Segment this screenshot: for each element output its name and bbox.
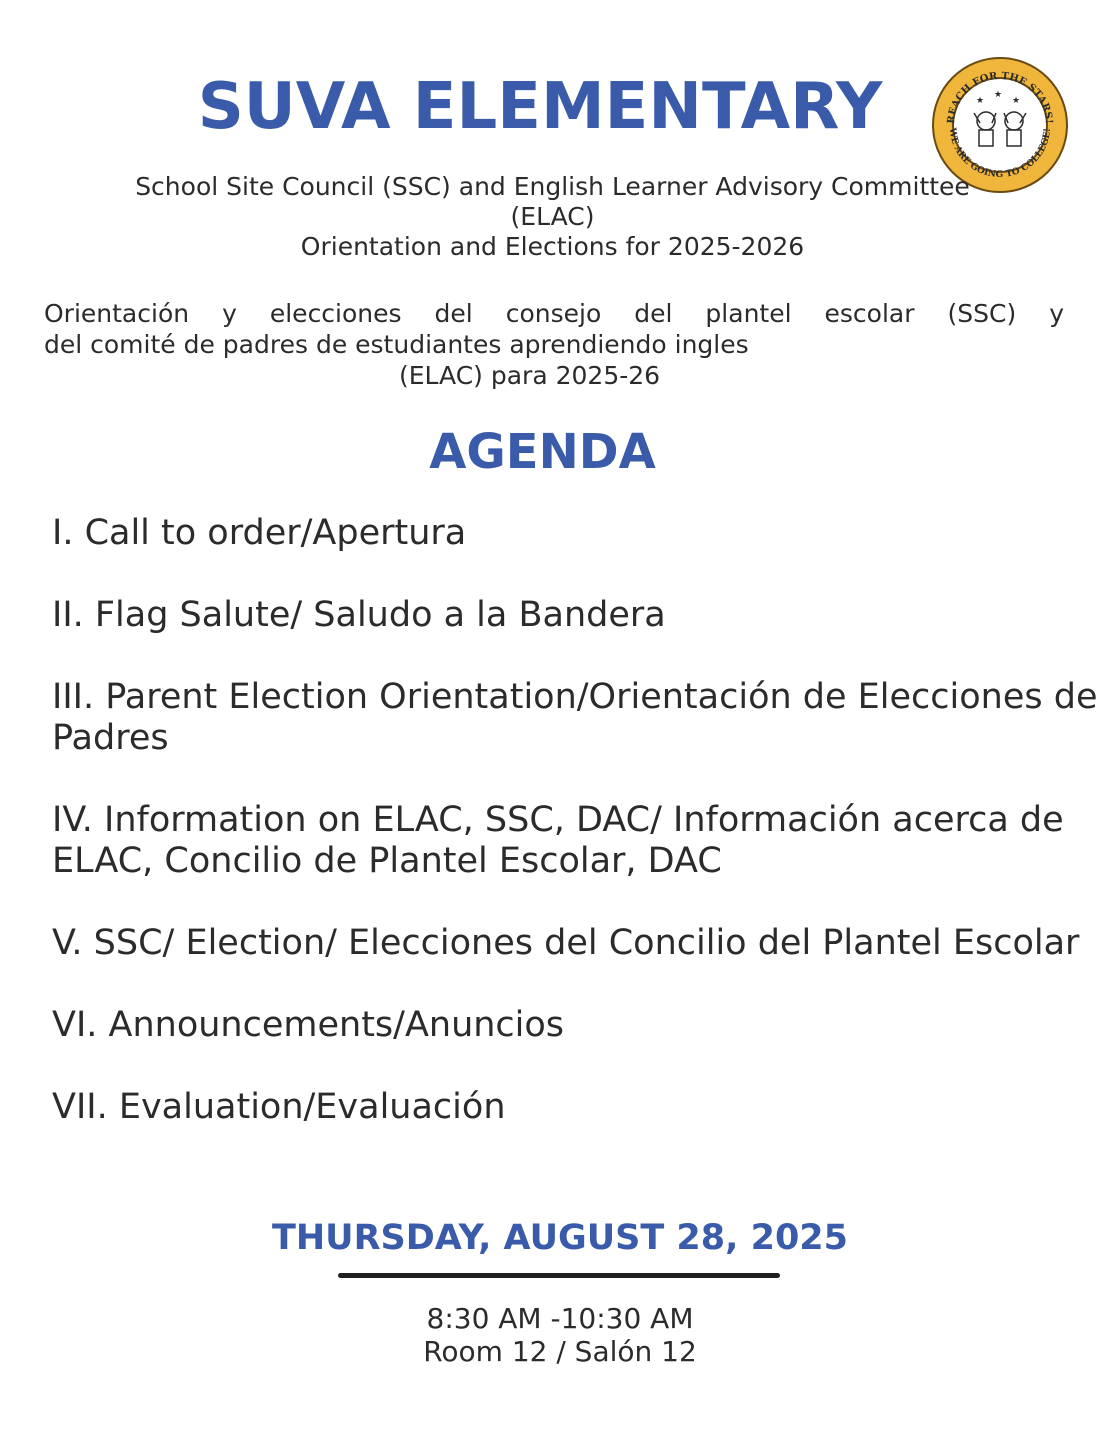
- agenda-item: VI. Announcements/Anuncios: [52, 1005, 565, 1045]
- agenda-item: V. SSC/ Election/ Elecciones del Concilio del Plantel Escolar: [52, 923, 1080, 963]
- event-time: 8:30 AM -10:30 AM: [426, 1302, 694, 1335]
- svg-text:★: ★: [976, 96, 985, 106]
- logo-top-text: REACH FOR THE STARS!: [945, 70, 1055, 125]
- agenda-heading: AGENDA: [429, 424, 656, 480]
- agenda-item: II. Flag Salute/ Saludo a la Bandera: [52, 595, 666, 635]
- event-date: THURSDAY, AUGUST 28, 2025: [271, 1218, 848, 1258]
- subtitle-es-line3: (ELAC) para 2025-26: [399, 361, 661, 390]
- logo-bottom-text: WE ARE GOING TO COLLEGE!: [946, 127, 1054, 181]
- divider: [338, 1273, 780, 1278]
- subtitle-spanish: [44, 298, 1064, 391]
- subtitle-en-line2: (ELAC): [510, 202, 595, 231]
- agenda-item: VII. Evaluation/Evaluación: [52, 1087, 506, 1127]
- agenda-item: IV. Information on ELAC, SSC, DAC/ Información acerca de ELAC, Concilio de Plantel Escolar, DAC: [52, 800, 1064, 881]
- event-location: Room 12 / Salón 12: [423, 1335, 697, 1368]
- subtitle-es-line2: del comité de padres de estudiantes aprendiendo ingles: [44, 330, 749, 359]
- svg-text:★: ★: [994, 90, 1003, 100]
- svg-text:★: ★: [1012, 96, 1021, 106]
- subtitle-en-line1: School Site Council (SSC) and English Learner Advisory Committee: [135, 172, 970, 201]
- subtitle-english: [40, 172, 1065, 262]
- event-details: [0, 1302, 1105, 1368]
- subtitle-es-line1: Orientación y elecciones del consejo del plantel escolar (SSC) y: [44, 299, 1064, 328]
- agenda-item: I. Call to order/Apertura: [52, 513, 467, 553]
- subtitle-en-line3: Orientation and Elections for 2025-2026: [300, 232, 805, 261]
- agenda-list: [52, 513, 1102, 1128]
- agenda-item: III. Parent Election Orientation/Orientación de Elecciones de Padres: [52, 677, 1098, 758]
- page-title: SUVA ELEMENTARY: [197, 70, 883, 144]
